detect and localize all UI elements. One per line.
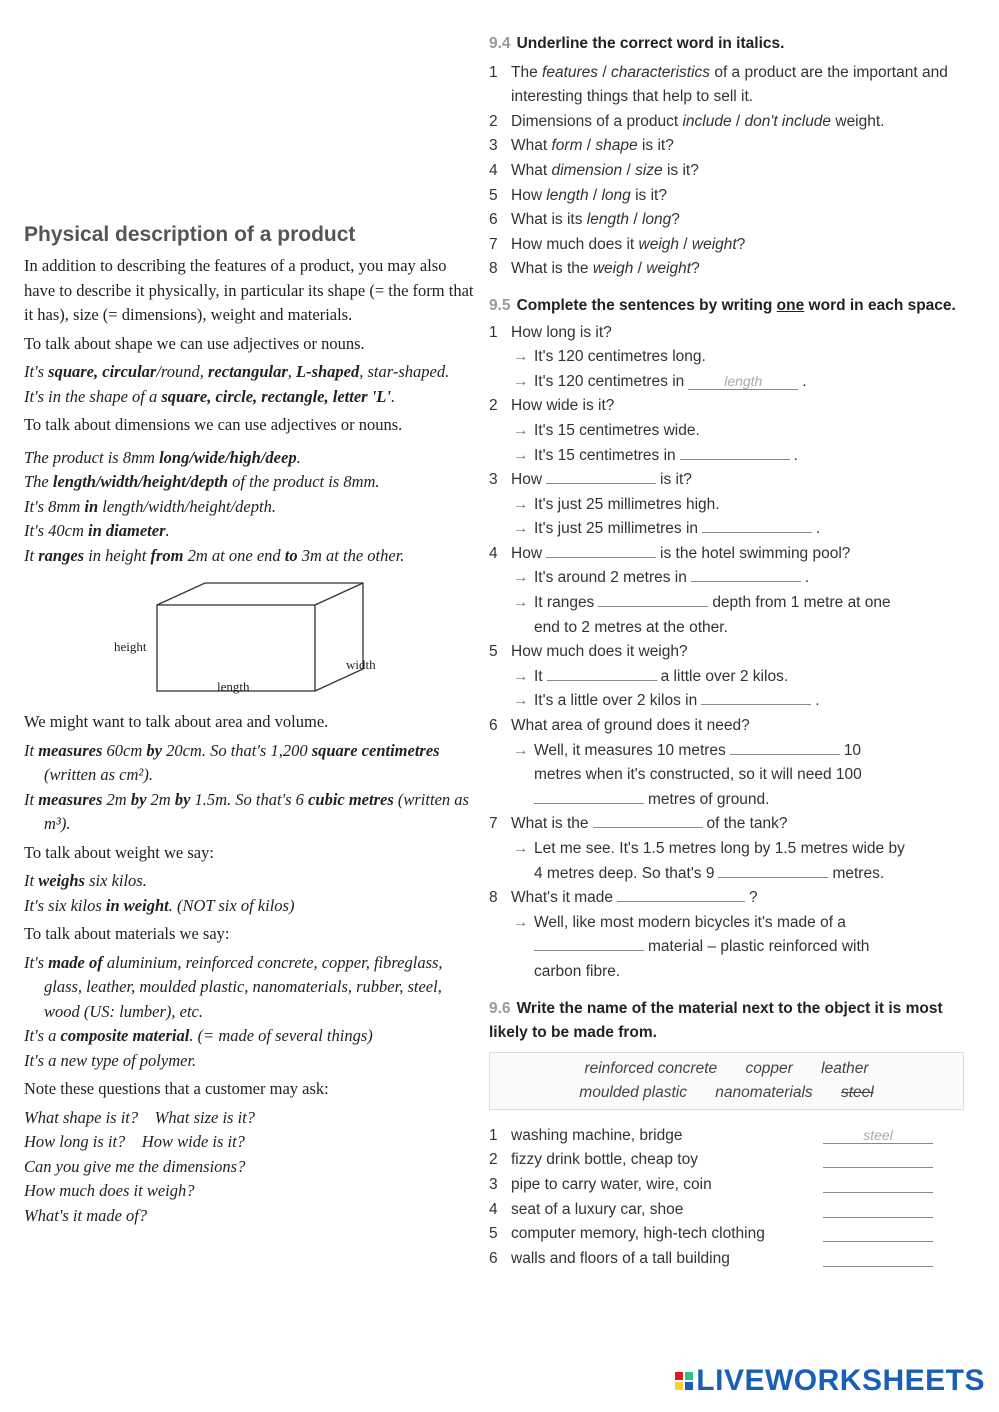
answer-blank[interactable]: [598, 591, 708, 607]
shape-example-2: It's in the shape of a square, circle, rectangle, letter 'L'.: [24, 386, 396, 406]
box-diagram: [24, 578, 474, 698]
weight-example-1: It weighs six kilos.: [24, 871, 147, 890]
exercise-9-6-item: 4 seat of a luxury car, shoe: [489, 1198, 964, 1223]
exercise-9-5-answer: → It ranges depth from 1 metre at one: [489, 591, 964, 616]
materials-example-1: It's made of aluminium, reinforced concrete, copper, fibreglass, glass, leather, moulded plastic, nanomaterials, rubber, steel, wood (US: lumber), etc.: [24, 952, 443, 1021]
question-line: What's it made of?: [24, 1205, 148, 1225]
section-title: Physical description of a product: [24, 223, 356, 246]
question-line: How long is it? How wide is it?: [24, 1132, 245, 1151]
exercise-9-4-item[interactable]: 6 What is its length / long?: [489, 211, 680, 229]
answer-blank[interactable]: [730, 739, 840, 755]
materials-example-3: It's a new type of polymer.: [24, 1050, 197, 1070]
word-option: copper: [745, 1059, 793, 1077]
word-option: nanomaterials: [715, 1083, 813, 1101]
exercise-9-4-item[interactable]: 2 Dimensions of a product include / don't include weight.: [489, 112, 885, 130]
exercise-9-6-item: 1 washing machine, bridge steel: [489, 1124, 964, 1149]
exercise-9-5-question: 2 How wide is it?: [489, 397, 615, 415]
answer-blank[interactable]: [823, 1152, 933, 1168]
answer-blank[interactable]: length: [688, 374, 798, 390]
exercise-9-5-answer-continued: carbon fibre.: [534, 962, 621, 980]
word-box: [489, 1052, 964, 1110]
left-column: [24, 222, 474, 1228]
answer-blank[interactable]: [593, 812, 703, 828]
logo-mark-icon: [675, 1372, 693, 1390]
exercise-9-5-question: 4 How is the hotel swimming pool?: [489, 542, 964, 567]
right-column: [489, 32, 964, 1271]
materials-example-2: It's a composite material. (= made of several things): [24, 1026, 373, 1045]
logo-square: [685, 1382, 693, 1390]
exercise-9-4-item[interactable]: 1 The features / characteristics of a product are the important and interesting things that help to sell it.: [489, 63, 948, 106]
exercise-9-4-item[interactable]: 8 What is the weigh / weight?: [489, 260, 700, 278]
exercise-9-5-answer: → It's 15 centimetres in .: [489, 444, 964, 469]
word-option: leather: [821, 1059, 869, 1077]
exercise-9-5-question: 1 How long is it?: [489, 323, 612, 341]
exercise-9-4-item[interactable]: 7 How much does it weigh / weight?: [489, 235, 746, 253]
question-line: What shape is it? What size is it?: [24, 1107, 255, 1127]
box-top-edge: [315, 583, 363, 605]
intro-paragraph: In addition to describing the features of a product, you may also have to describe it physically, in particular its shape (= the form that it has), size (= dimensions), weight and materials.: [24, 256, 474, 324]
customer-questions: [24, 1106, 474, 1229]
box-back-edges: [157, 583, 363, 691]
exercise-9-4-item[interactable]: 5 How length / long is it?: [489, 186, 667, 204]
logo-square: [675, 1382, 683, 1390]
shape-example-1: It's square, circular/round, rectangular, L-shaped, star-shaped.: [24, 362, 450, 381]
exercise-9-5-question: 5 How much does it weigh?: [489, 643, 688, 661]
answer-blank[interactable]: [534, 935, 644, 951]
exercise-9-5-answer-continued: metres of ground.: [489, 788, 964, 813]
dimensions-example-4: It's 40cm in diameter.: [24, 521, 170, 540]
answer-blank[interactable]: [691, 566, 801, 582]
answer-blank[interactable]: [680, 444, 790, 460]
exercise-9-5-answer: → It's just 25 millimetres high.: [513, 495, 720, 513]
answer-blank[interactable]: [823, 1202, 933, 1218]
answer-blank[interactable]: [718, 862, 828, 878]
logo-text: LIVEWORKSHEETS: [696, 1364, 985, 1397]
height-label: height: [114, 639, 147, 654]
exercise-9-5-answer: → It's just 25 millimetres in .: [489, 517, 964, 542]
dimensions-example-2: The length/width/height/depth of the product is 8mm.: [24, 472, 380, 491]
logo-square: [685, 1372, 693, 1380]
exercise-9-6-item: 3 pipe to carry water, wire, coin: [489, 1173, 964, 1198]
exercise-9-5-question: 3 How is it?: [489, 468, 964, 493]
word-option-used: steel: [840, 1083, 874, 1101]
exercise-9-5-answer: → It's 120 centimetres long.: [513, 348, 706, 366]
exercise-9-5-answer-continued: 4 metres deep. So that's 9 metres.: [489, 862, 964, 887]
questions-intro: Note these questions that a customer may ask:: [24, 1079, 329, 1098]
answer-blank[interactable]: [823, 1251, 933, 1267]
area-intro: We might want to talk about area and volume.: [24, 712, 329, 731]
area-example-1: It measures 60cm by 20cm. So that's 1,200 square centimetres (written as cm²).: [24, 740, 440, 784]
question-line: Can you give me the dimensions?: [24, 1156, 246, 1176]
exercise-9-6-item: 2 fizzy drink bottle, cheap toy: [489, 1148, 964, 1173]
exercise-9-5-answer: → Let me see. It's 1.5 metres long by 1.5 metres wide by: [513, 840, 905, 857]
liveworksheets-logo[interactable]: [675, 1364, 985, 1398]
materials-intro: To talk about materials we say:: [24, 924, 230, 943]
exercise-9-5-answer: → It's 120 centimetres in length .: [513, 372, 807, 390]
exercise-9-5-answer: → It a little over 2 kilos.: [489, 665, 964, 690]
exercise-9-5-answer: → Well, it measures 10 metres 10: [489, 739, 964, 764]
exercise-9-4-item[interactable]: 3 What form / shape is it?: [489, 137, 674, 155]
exercise-9-5-title: 9.5 Complete the sentences by writing one word in each space.: [489, 296, 956, 314]
exercise-9-4-item[interactable]: 4 What dimension / size is it?: [489, 161, 699, 179]
dimensions-example-3: It's 8mm in length/width/height/depth.: [24, 496, 276, 516]
exercise-9-5-question: 7 What is the of the tank?: [489, 812, 964, 837]
logo-square: [675, 1372, 683, 1380]
answer-blank[interactable]: [823, 1226, 933, 1242]
exercise-9-5-answer: → Well, like most modern bicycles it's made of a: [513, 913, 846, 931]
width-label: width: [346, 657, 376, 672]
answer-blank[interactable]: [534, 788, 644, 804]
word-option: moulded plastic: [579, 1083, 687, 1101]
exercise-9-5-answer-continued: end to 2 metres at the other.: [534, 618, 728, 636]
answer-blank[interactable]: [546, 542, 656, 558]
question-line: How much does it weigh?: [24, 1181, 195, 1200]
word-option: reinforced concrete: [584, 1059, 718, 1077]
exercise-9-5-answer: → It's a little over 2 kilos in .: [489, 689, 964, 714]
answer-blank[interactable]: [823, 1177, 933, 1193]
answer-blank[interactable]: [547, 665, 657, 681]
dimensions-example-5: It ranges in height from 2m at one end to 3m at the other.: [24, 545, 405, 565]
exercise-9-5-question: 6 What area of ground does it need?: [489, 717, 750, 735]
answer-blank[interactable]: [617, 886, 745, 902]
exercise-9-5-answer-continued: metres when it's constructed, so it will need 100: [534, 766, 862, 784]
area-example-2: It measures 2m by 2m by 1.5m. So that's 6 cubic metres (written as m³).: [24, 789, 469, 833]
exercise-9-4-title: 9.4 Underline the correct word in italics.: [489, 35, 785, 52]
exercise-9-5-answer-continued: material – plastic reinforced with: [489, 935, 964, 960]
exercise-9-6-title: 9.6 Write the name of the material next to the object it is most likely to be made from.: [489, 999, 943, 1042]
weight-intro: To talk about weight we say:: [24, 842, 214, 862]
answer-blank[interactable]: [702, 517, 812, 533]
weight-example-2: It's six kilos in weight. (NOT six of kilos): [24, 895, 295, 915]
exercise-9-6-item: 6 walls and floors of a tall building: [489, 1247, 964, 1272]
exercise-9-5-answer: → It's around 2 metres in .: [489, 566, 964, 591]
word-box-row: [490, 1057, 963, 1081]
dimensions-intro: To talk about dimensions we can use adjectives or nouns.: [24, 415, 403, 434]
exercise-9-6-item: 5 computer memory, high-tech clothing: [489, 1222, 964, 1247]
answer-blank[interactable]: [701, 689, 811, 705]
dimensions-example-1: The product is 8mm long/wide/high/deep.: [24, 447, 301, 467]
exercise-9-5-answer: → It's 15 centimetres wide.: [513, 421, 700, 439]
exercise-9-5-question: 8 What's it made ?: [489, 886, 964, 911]
answer-blank[interactable]: [546, 468, 656, 484]
word-box-row: [490, 1081, 963, 1105]
length-label: length: [217, 679, 250, 694]
shape-intro: To talk about shape we can use adjectives or nouns.: [24, 333, 365, 353]
answer-blank[interactable]: steel: [823, 1128, 933, 1144]
